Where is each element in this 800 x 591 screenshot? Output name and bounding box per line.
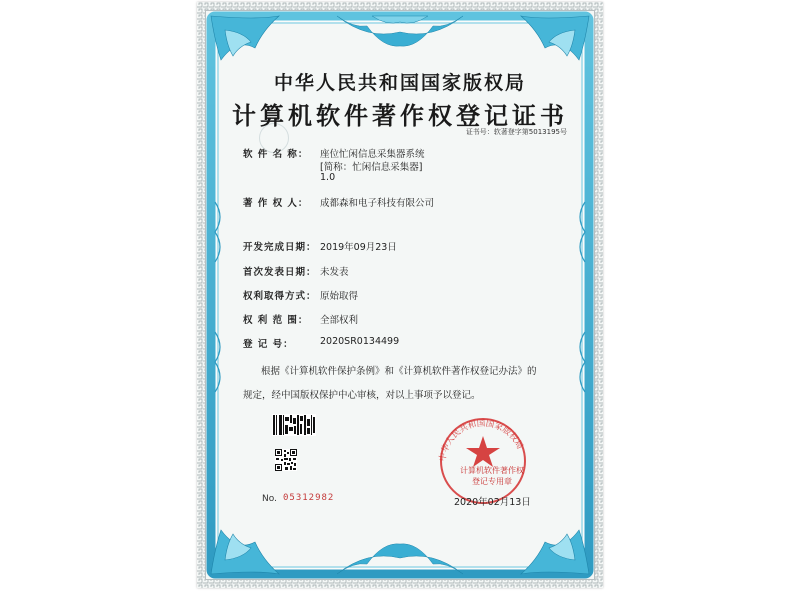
cert-no-value: 软著登字第5013195号	[493, 128, 567, 136]
publish-date-label: 首次发表日期：	[243, 267, 317, 278]
barcode-icon	[272, 414, 316, 436]
certificate-title: 计算机软件著作权登记证书	[232, 101, 568, 130]
issue-date: 2020年02月13日	[454, 497, 531, 508]
official-seal	[428, 406, 538, 506]
serial-number: 05312982	[283, 493, 335, 503]
certificate	[197, 2, 603, 588]
statement-line-2: 规定，经中国版权保护中心审核，对以上事项予以登记。	[243, 390, 481, 401]
issuer-heading: 中华人民共和国国家版权局	[273, 72, 526, 94]
seal-line-2: 登记专用章	[472, 477, 512, 486]
software-name-value: 座位忙闲信息采集器系统	[320, 149, 425, 160]
cert-no-label: 证书号：	[465, 128, 494, 136]
dev-date-value: 2019年09月23日	[320, 242, 397, 253]
corner-ornament-tl	[211, 16, 279, 60]
acquire-method-label: 权利取得方式：	[243, 291, 317, 302]
star-icon	[466, 436, 500, 467]
registration-number-label: 登 记 号：	[243, 339, 294, 350]
acquire-method-value: 原始取得	[320, 291, 359, 302]
dev-date-label: 开发完成日期：	[243, 242, 317, 253]
owner-value: 成都森和电子科技有限公司	[320, 198, 435, 209]
short-name-value: [简称：忙闲信息采集器]	[320, 162, 423, 173]
seal-ring-text: 中华人民共和国国家版权局	[437, 418, 525, 463]
corner-ornament-bl	[211, 530, 279, 574]
corner-ornament-br	[521, 530, 589, 574]
seal-line-1: 计算机软件著作权	[460, 466, 524, 475]
owner-label: 著 作 权 人：	[243, 198, 309, 209]
rights-scope-label: 权 利 范 围：	[243, 315, 309, 326]
registration-number-value: 2020SR0134499	[320, 336, 400, 347]
serial-label: No.	[262, 494, 277, 504]
publish-date-value: 未发表	[320, 267, 349, 278]
corner-ornament-tr	[521, 16, 589, 60]
software-name-label: 软 件 名 称：	[243, 149, 309, 160]
certificate-number	[466, 127, 567, 137]
rights-scope-value: 全部权利	[320, 315, 359, 326]
qr-code-icon	[275, 449, 297, 471]
version-value: 1.0	[320, 172, 336, 183]
statement-line-1: 根据《计算机软件保护条例》和《计算机软件著作权登记办法》的	[261, 366, 537, 377]
